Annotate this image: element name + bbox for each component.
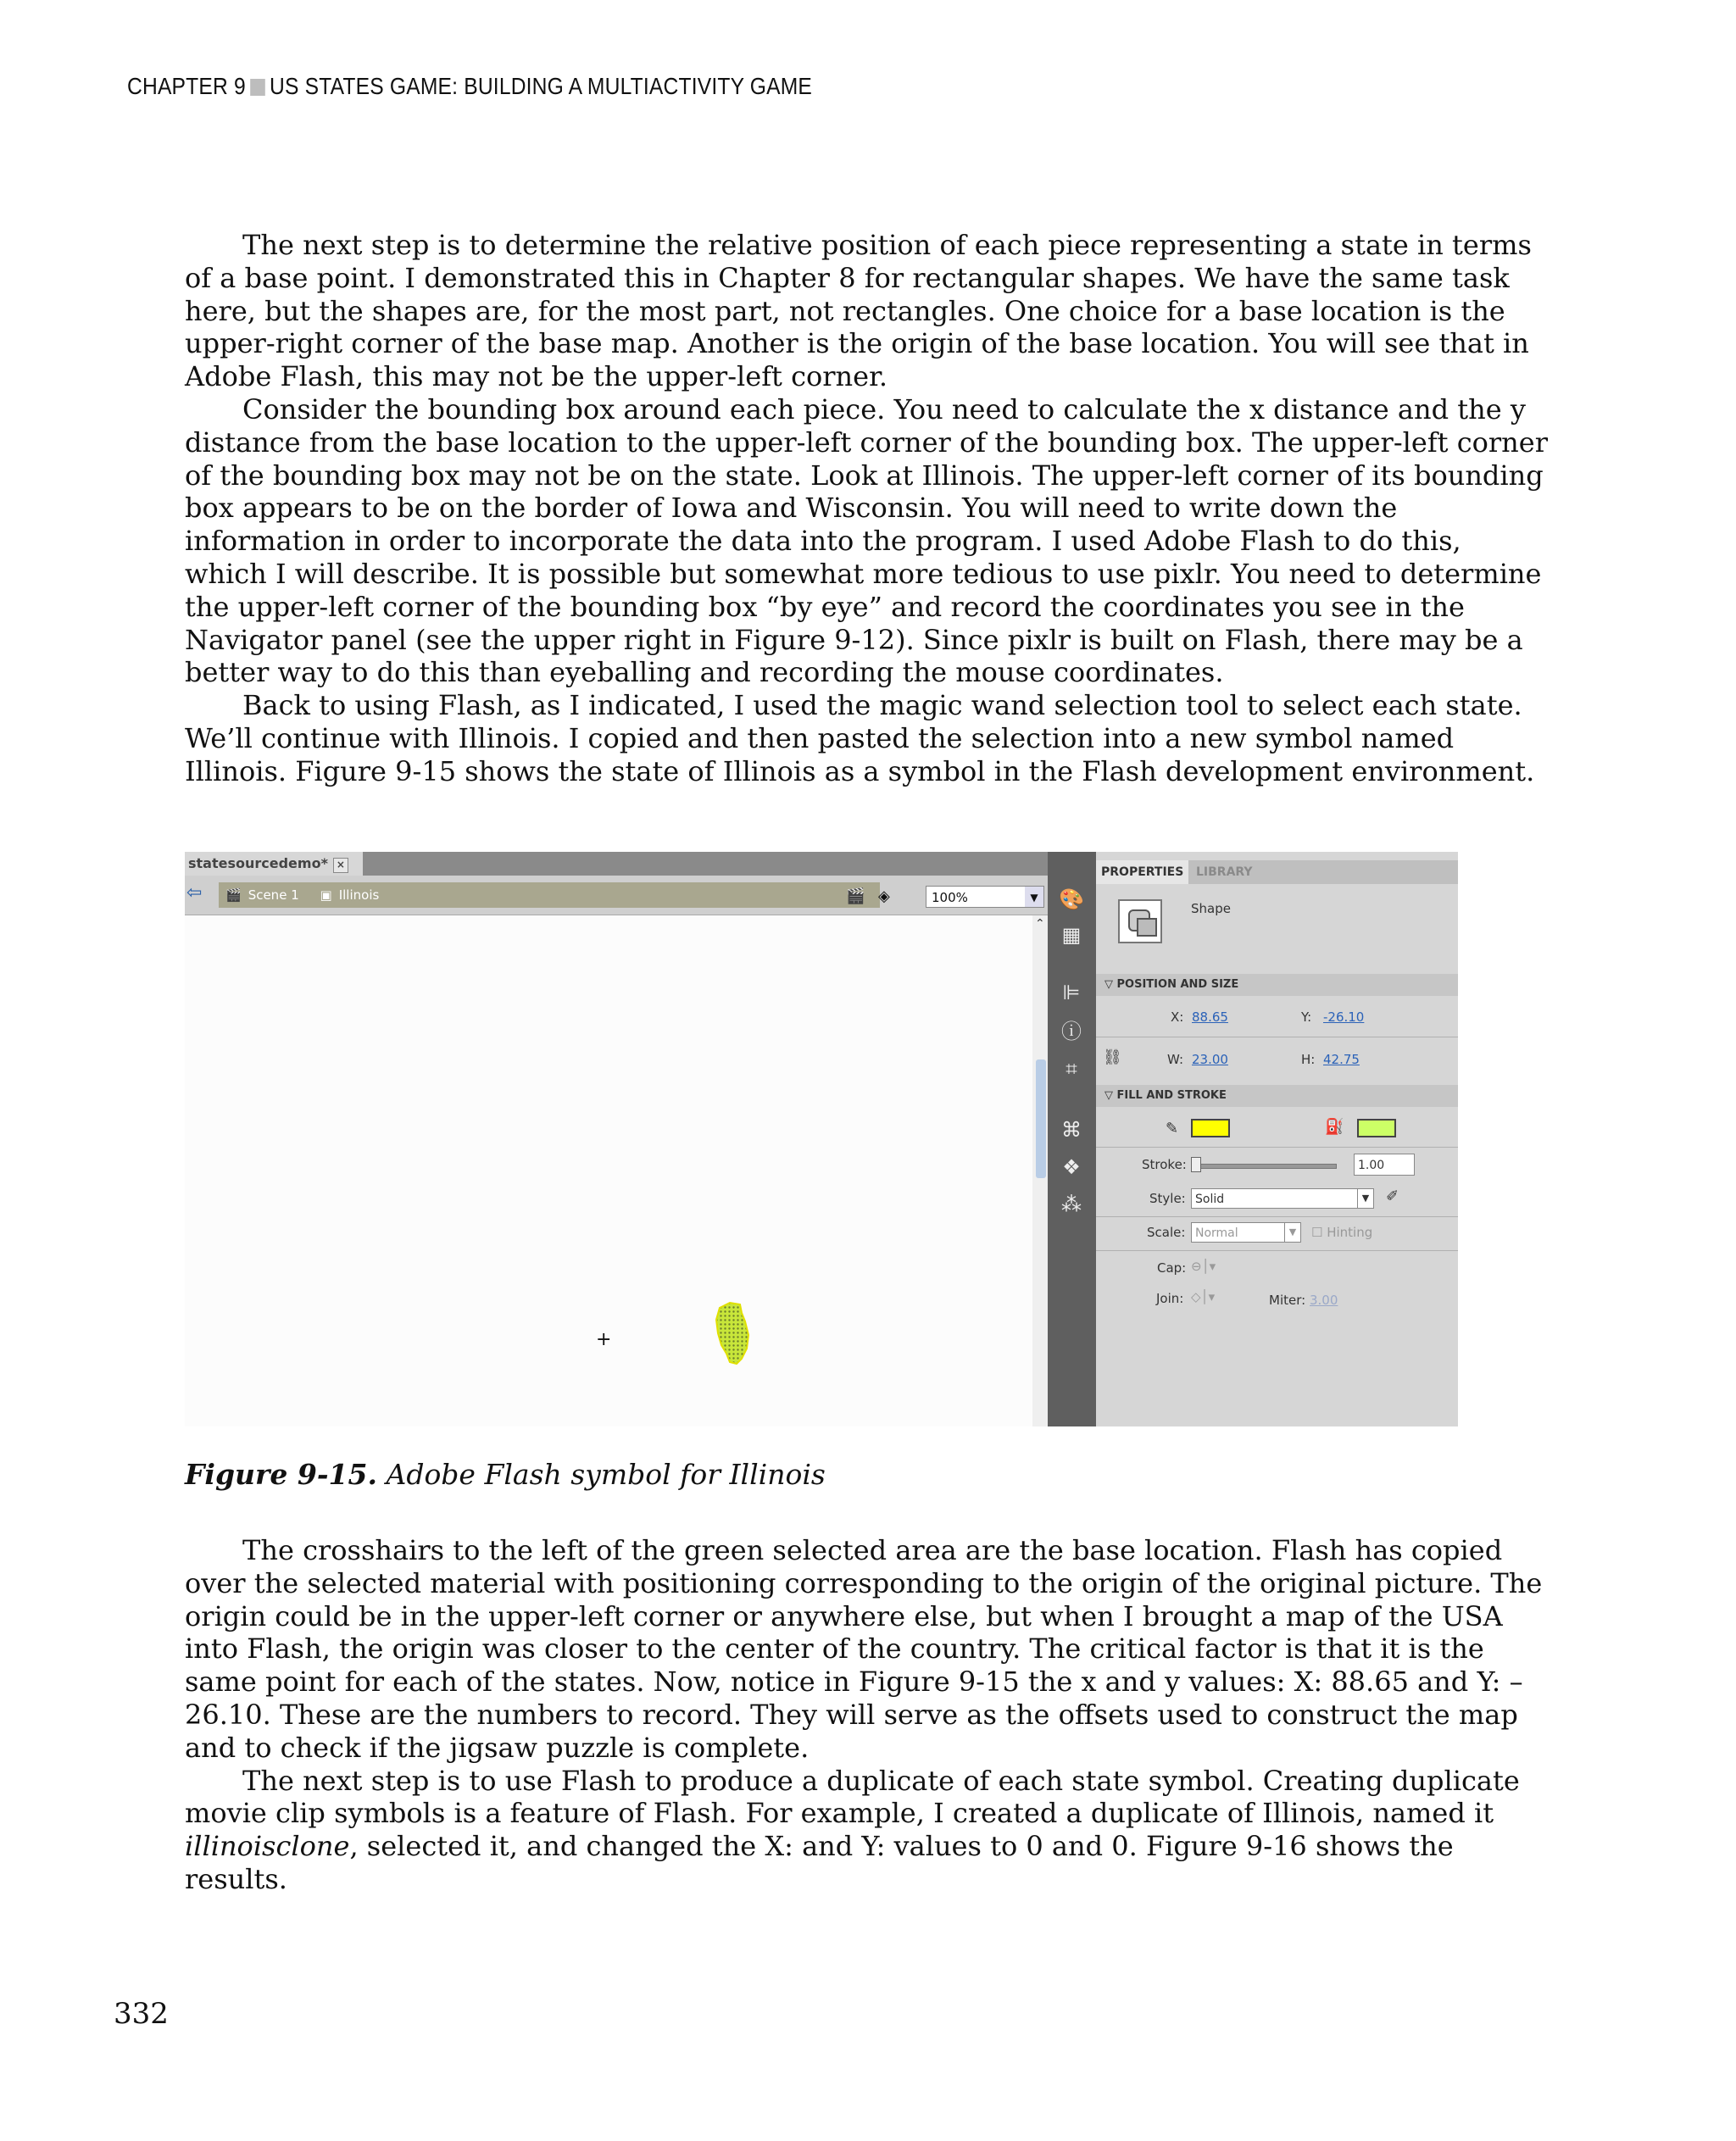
info-icon[interactable]: ⓘ bbox=[1061, 1020, 1082, 1043]
divider bbox=[1096, 1250, 1458, 1251]
motion-presets-icon[interactable]: ⁂ bbox=[1061, 1193, 1082, 1216]
figure-label: Figure 9-15. bbox=[185, 1458, 377, 1491]
scale-label: Scale: bbox=[1147, 1225, 1186, 1240]
edit-bar bbox=[185, 876, 1049, 915]
chevron-down-icon: ▼ bbox=[1284, 1223, 1300, 1242]
scene-icon: 🎬 bbox=[225, 887, 242, 903]
back-arrow-icon[interactable]: ⇦ bbox=[186, 882, 203, 904]
style-select[interactable] bbox=[1191, 1188, 1374, 1209]
divider bbox=[1096, 1216, 1458, 1217]
section-title: POSITION AND SIZE bbox=[1116, 978, 1239, 991]
stroke-slider[interactable] bbox=[1191, 1164, 1337, 1169]
x-label: X: bbox=[1171, 1009, 1184, 1025]
breadcrumb-scene[interactable]: Scene 1 bbox=[248, 887, 299, 903]
x-value[interactable]: 88.65 bbox=[1192, 1009, 1228, 1025]
paragraph-text: The next step is to use Flash to produce a duplicate of each state symbol. Creating duplicate movie clip symbols is a feature of Flash. For example, I created a duplicate of Illinois, named it bbox=[185, 1764, 1520, 1830]
section-fill-stroke[interactable]: ▽ FILL AND STROKE bbox=[1096, 1085, 1458, 1107]
panel-icon-strip bbox=[1048, 852, 1096, 1426]
header-separator bbox=[250, 79, 265, 96]
stroke-weight-input[interactable]: 1.00 bbox=[1354, 1154, 1415, 1176]
shape-type-icon bbox=[1118, 899, 1162, 943]
section-position-size[interactable]: ▽ POSITION AND SIZE bbox=[1096, 974, 1458, 996]
tab-properties[interactable]: PROPERTIES bbox=[1096, 860, 1188, 884]
style-label: Style: bbox=[1149, 1191, 1186, 1206]
components-icon[interactable]: ❖ bbox=[1062, 1155, 1081, 1179]
miter-label: Miter: bbox=[1269, 1293, 1306, 1308]
scale-value: Normal bbox=[1195, 1226, 1238, 1240]
paragraph bbox=[185, 1765, 1550, 1896]
edit-stroke-style-icon[interactable]: ✐ bbox=[1386, 1187, 1399, 1205]
paragraph: Consider the bounding box around each piece. You need to calculate the x distance and the y distance from the base location to the upper-left corner of the bounding box. The upper-left corner of the bounding box may not be on the state. Look at Illinois. The upper-left corner of its bounding box appears to be on the border of Iowa and Wisconsin. You will need to write down the information in order to incorporate the data into the program. I used Adobe Flash to do this, which I will describe. It is possible but somewhat more tedious to use pixlr. You need to determine the upper-left corner of the bounding box “by eye” and record the coordinates you see in the Navigator panel (see the upper right in Figure 9-12). Since pixlr is built on Flash, there may be a better way to do this than eyeballing and recording the mouse coordinates. bbox=[185, 392, 1549, 689]
style-value: Solid bbox=[1195, 1193, 1225, 1206]
properties-panel bbox=[1096, 852, 1458, 1426]
actions-icon[interactable]: ⌘ bbox=[1061, 1118, 1082, 1142]
flash-screenshot bbox=[185, 852, 1458, 1426]
pencil-icon: ✎ bbox=[1166, 1120, 1179, 1137]
hinting-checkbox[interactable]: ☐ Hinting bbox=[1311, 1225, 1373, 1240]
breadcrumb bbox=[219, 882, 880, 908]
zoom-select[interactable] bbox=[926, 886, 1044, 908]
join-label: Join: bbox=[1156, 1291, 1184, 1306]
figure-caption-text: Adobe Flash symbol for Illinois bbox=[386, 1458, 826, 1491]
section-title: FILL AND STROKE bbox=[1116, 1089, 1227, 1102]
transform-icon[interactable]: ⌗ bbox=[1066, 1057, 1077, 1081]
chapter-title: US STATES GAME: BUILDING A MULTIACTIVITY GAME bbox=[270, 73, 813, 99]
cap-select[interactable]: ⊖│▾ bbox=[1191, 1259, 1216, 1274]
paragraph: Back to using Flash, as I indicated, I used the magic wand selection tool to select each state. We’ll continue with Illinois. I copied and then pasted the selection into a new symbol named Illinois. Figure 9-15 shows the state of Illinois as a symbol in the Flash development environment. bbox=[185, 689, 1535, 787]
fill-color-swatch[interactable] bbox=[1357, 1119, 1396, 1137]
vertical-scrollbar[interactable] bbox=[1032, 915, 1049, 1426]
document-tab-bar bbox=[185, 852, 1049, 876]
w-label: W: bbox=[1167, 1052, 1184, 1067]
instance-type-label: Shape bbox=[1191, 901, 1231, 916]
scrollbar-thumb[interactable] bbox=[1036, 1059, 1046, 1178]
body-text-top bbox=[185, 229, 1550, 788]
chevron-down-icon: ▼ bbox=[1025, 887, 1043, 907]
document-tab[interactable] bbox=[185, 852, 363, 876]
symbol-icon: ▣ bbox=[320, 887, 332, 903]
paragraph: The next step is to determine the relative position of each piece representing a state in terms of a base point. I demonstrated this in Chapter 8 for rectangular shapes. We have the same task here, but the shapes are, for the most part, not rectangles. One choice for a base location is the upper-right corner of the base map. Another is the origin of the base location. You will see that in Adobe Flash, this may not be the upper-left corner. bbox=[185, 229, 1532, 393]
divider bbox=[1096, 1147, 1458, 1148]
running-header bbox=[127, 73, 812, 100]
registration-crosshair-icon: + bbox=[596, 1329, 612, 1350]
stroke-label: Stroke: bbox=[1142, 1157, 1187, 1172]
join-select[interactable]: ◇│▾ bbox=[1191, 1289, 1216, 1304]
breadcrumb-symbol[interactable]: Illinois bbox=[338, 887, 380, 903]
chevron-up-icon[interactable]: ⌃ bbox=[1035, 917, 1045, 931]
zoom-value: 100% bbox=[932, 890, 968, 905]
paragraph-text: , selected it, and changed the X: and Y: values to 0 and 0. Figure 9-16 shows the results. bbox=[185, 1830, 1454, 1895]
hinting-label: Hinting bbox=[1327, 1225, 1373, 1240]
tab-library[interactable]: LIBRARY bbox=[1196, 865, 1253, 879]
chapter-label: CHAPTER 9 bbox=[127, 73, 246, 99]
lock-proportions-icon[interactable]: ⛓ bbox=[1103, 1048, 1122, 1066]
emphasis-text: illinoisclone bbox=[185, 1830, 350, 1863]
h-value[interactable]: 42.75 bbox=[1323, 1052, 1360, 1067]
cap-label: Cap: bbox=[1157, 1260, 1187, 1276]
y-value[interactable]: -26.10 bbox=[1323, 1009, 1365, 1025]
w-value[interactable]: 23.00 bbox=[1192, 1052, 1228, 1067]
y-label: Y: bbox=[1301, 1009, 1312, 1025]
paragraph: The crosshairs to the left of the green selected area are the base location. Flash has copied over the selected material with positioning corresponding to the origin of the original picture. The origin could be in the upper-left corner or anywhere else, but when I brought a map of the USA into Flash, the origin was closer to the center of the country. The critical factor is that it is the same point for each of the states. Now, notice in Figure 9-15 the x and y values: X: 88.65 and Y: –26.10. These are the numbers to record. They will serve as the offsets used to construct the map and to check if the jigsaw puzzle is complete. bbox=[185, 1534, 1543, 1764]
chevron-down-icon: ▼ bbox=[1357, 1189, 1373, 1208]
panel-tabs bbox=[1096, 860, 1458, 884]
stroke-color-swatch[interactable] bbox=[1191, 1119, 1230, 1137]
close-icon[interactable]: × bbox=[333, 858, 348, 873]
align-icon[interactable]: ⊫ bbox=[1062, 981, 1081, 1004]
edit-scene-icon[interactable]: 🎬 bbox=[846, 887, 865, 905]
edit-symbols-icon[interactable]: ◈ bbox=[878, 887, 890, 905]
page-number: 332 bbox=[114, 1997, 169, 2031]
miter-value[interactable]: 3.00 bbox=[1310, 1293, 1338, 1308]
body-text-bottom bbox=[185, 1534, 1550, 1896]
document-tab-label: statesourcedemo* bbox=[188, 855, 328, 871]
stage[interactable] bbox=[185, 915, 1032, 1426]
stroke-slider-handle[interactable] bbox=[1191, 1157, 1201, 1172]
h-label: H: bbox=[1301, 1052, 1316, 1067]
paint-bucket-icon: ⛽ bbox=[1325, 1118, 1344, 1136]
color-icon[interactable]: 🎨 bbox=[1059, 887, 1084, 911]
scale-select[interactable] bbox=[1191, 1222, 1301, 1243]
illinois-shape[interactable] bbox=[715, 1301, 750, 1365]
figure-caption bbox=[185, 1458, 826, 1491]
swatches-icon[interactable]: ▦ bbox=[1061, 923, 1082, 947]
